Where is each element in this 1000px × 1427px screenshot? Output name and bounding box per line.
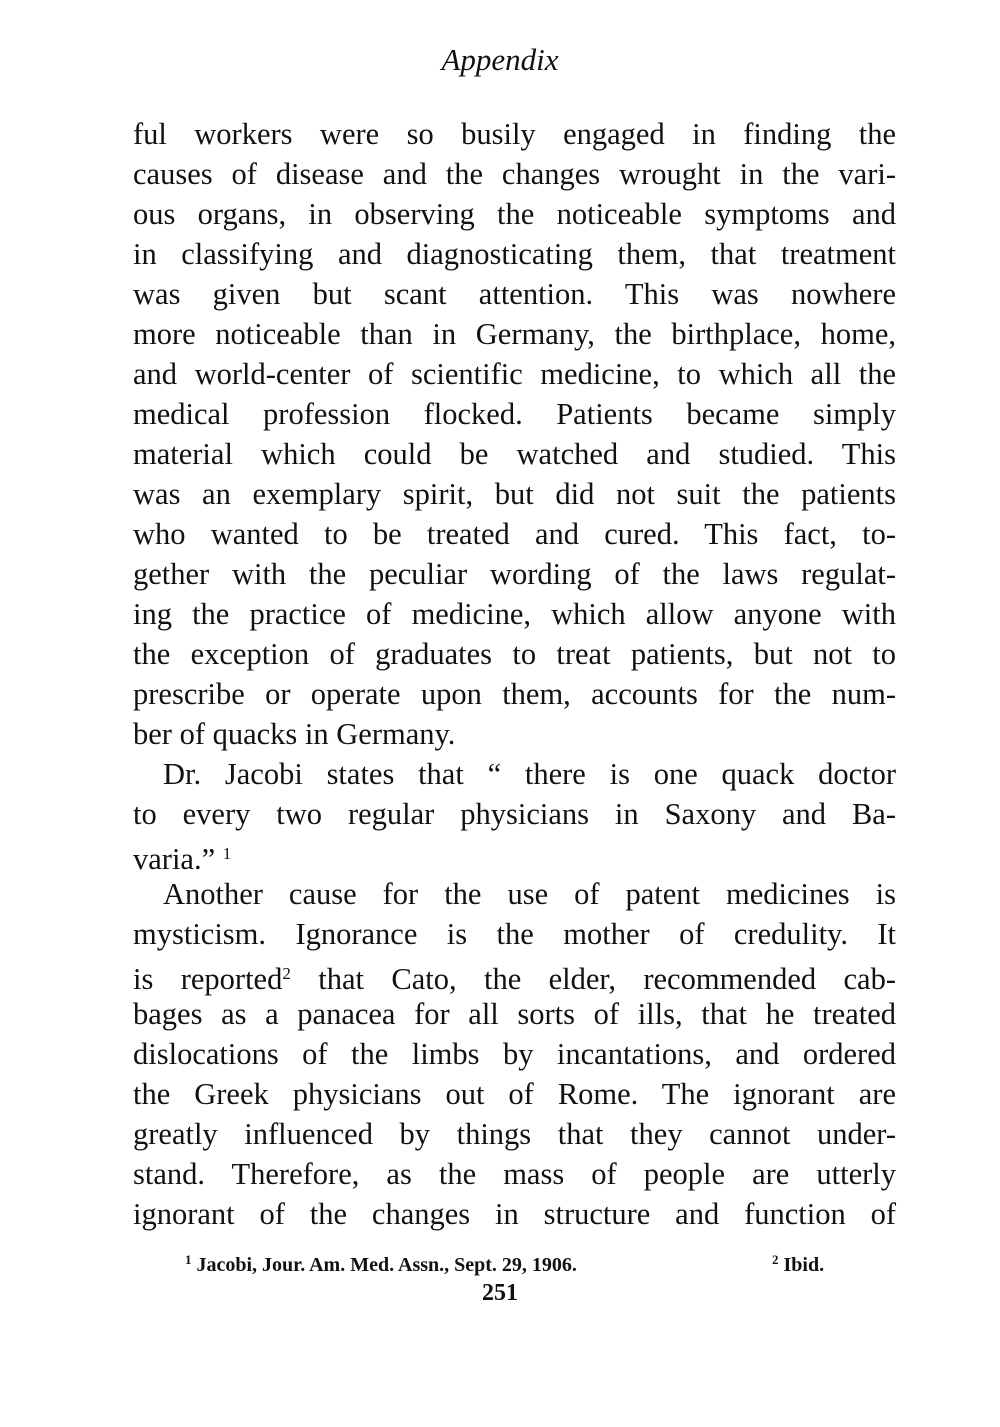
text-line: causes of disease and the changes wrought in the vari- (133, 157, 896, 191)
text-line (133, 834, 896, 874)
text-line (133, 954, 896, 994)
text-line: ous organs, in observing the noticeable symptoms and (133, 197, 896, 231)
text-line: ing the practice of medicine, which allow anyone with (133, 597, 896, 631)
text-span: is reported (133, 962, 283, 996)
text-line: more noticeable than in Germany, the birthplace, home, (133, 317, 896, 351)
footnote-text: Jacobi, Jour. Am. Med. Assn., Sept. 29, 1906. (196, 1254, 577, 1276)
footnote-number: 1 (185, 1252, 192, 1267)
text-line: the Greek physicians out of Rome. The ignorant are (133, 1077, 896, 1111)
text-line: and world-center of scientific medicine, to which all the (133, 357, 896, 391)
text-line: mysticism. Ignorance is the mother of credulity. It (133, 917, 896, 951)
text-span: varia.” (133, 842, 216, 876)
footnote-ref-2: 2 (282, 964, 291, 983)
body-text (133, 114, 896, 1234)
footnote-text: Ibid. (783, 1254, 825, 1276)
text-line: ber of quacks in Germany. (133, 717, 456, 751)
footnote-1 (185, 1252, 577, 1277)
text-line: dislocations of the limbs by incantations, and ordered (133, 1037, 896, 1071)
text-line: ful workers were so busily engaged in finding the (133, 117, 896, 151)
text-line: medical profession flocked. Patients became simply (133, 397, 896, 431)
text-line: the exception of graduates to treat patients, but not to (133, 637, 896, 671)
text-span: that Cato, the elder, recommended cab- (318, 962, 896, 996)
footnote-2 (772, 1252, 824, 1277)
text-line: ignorant of the changes in structure and function of (133, 1197, 896, 1231)
text-line: greatly influenced by things that they cannot under- (133, 1117, 896, 1151)
text-line: material which could be watched and studied. This (133, 437, 896, 471)
text-line: was an exemplary spirit, but did not suit the patients (133, 477, 896, 511)
text-line: prescribe or operate upon them, accounts for the num- (133, 677, 896, 711)
text-line: to every two regular physicians in Saxony and Ba- (133, 797, 896, 831)
text-line: was given but scant attention. This was nowhere (133, 277, 896, 311)
footnote-number: 2 (772, 1252, 779, 1267)
footnote-ref-1: 1 (222, 844, 232, 863)
text-line: Another cause for the use of patent medicines is (163, 877, 896, 911)
text-line: who wanted to be treated and cured. This fact, to- (133, 517, 896, 551)
running-header: Appendix (441, 42, 559, 77)
text-line: in classifying and diagnosticating them, that treatment (133, 237, 896, 271)
page-number: 251 (482, 1280, 518, 1306)
text-line: stand. Therefore, as the mass of people are utterly (133, 1157, 896, 1191)
text-line: gether with the peculiar wording of the laws regulat- (133, 557, 896, 591)
text-line: bages as a panacea for all sorts of ills, that he treated (133, 997, 896, 1031)
text-line: Dr. Jacobi states that “ there is one quack doctor (163, 757, 896, 791)
